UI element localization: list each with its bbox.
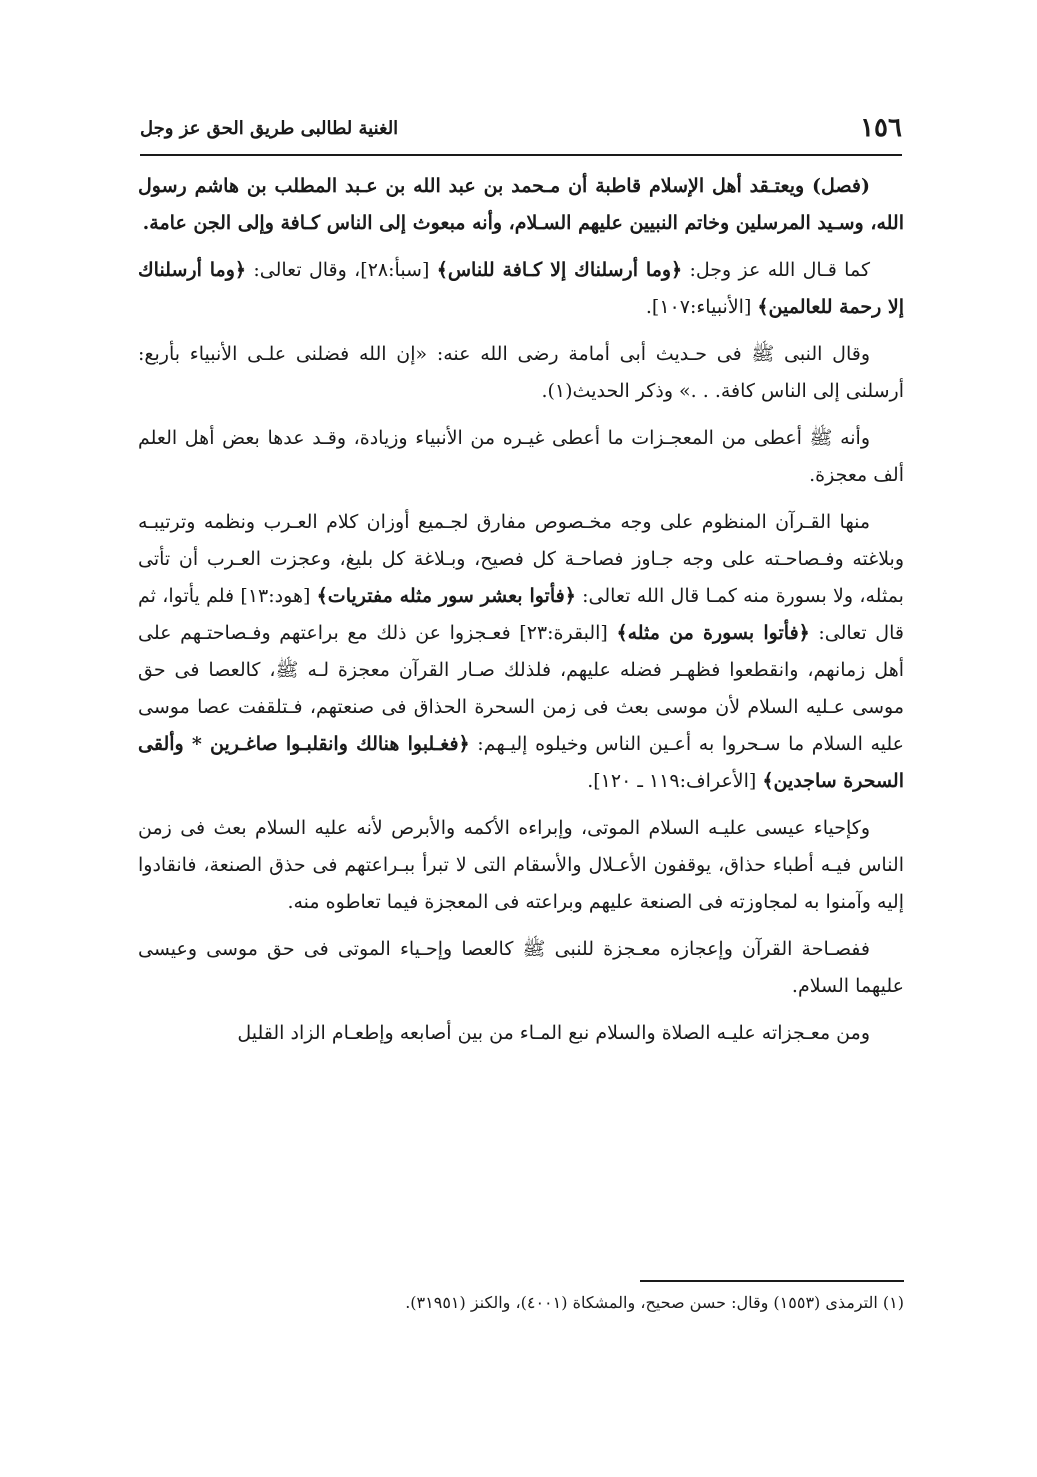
paragraph-text: وكإحياء عيسى عليـه السلام الموتى، وإبراءه الأكمه والأبرص لأنه عليه السلام بعث فى زمن الناس فيـه أطباء حذاق، يوقفون الأعـلال والأسقام التى لا تبرأ ببـراعتهم فى حذق الصنعة، فانقادوا إليه وآمنوا به لمجاوزته فى الصنعة عليهم وبراعته فى المعجزة فيما تعاطوه منه. (138, 817, 904, 913)
paragraph-6 (138, 810, 904, 921)
paragraph-text: (فصل) ويعتـقد أهل الإسلام قاطبة أن مـحمد بن عبد الله بن عـبد المطلب بن هاشم رسول الله، وسـيد المرسلين وخاتم النبيين عليهم السـلام، وأنه مبعوث إلى الناس كـافة وإلى الجن عامة. (138, 175, 904, 234)
paragraph-1 (138, 168, 904, 242)
paragraph-text: وقال النبى ﷺ فى حـديث أبى أمامة رضى الله عنه: «إن الله فضلنى علـى الأنبياء بأربع: أرسلنى إلى الناس كافة. . .» وذكر الحديث(١). (138, 343, 904, 402)
verse-reference: [الأنبياء:١٠٧]. (645, 296, 758, 318)
paragraph-text: [البقرة:٢٣] فعـجزوا عن ذلك مع براعتهم وفـصاحتـهم على أهل زمانهم، وانقطعوا فظهـر فضله عليهم، فلذلك صـار القرآن معجزة لـه ﷺ، كالعصا فى حق موسى عـليه السلام لأن موسى بعث فى زمن السحرة الحذاق فى صنعتهم، فـتلقفت عصا موسى عليه السلام ما سـحروا به أعـين الناس وخيلوه إليـهم: (138, 622, 905, 755)
paragraph-text: ومن معـجزاته عليـه الصلاة والسلام نبع المـاء من بين أصابعه وإطعـام الزاد القليل (237, 1022, 870, 1044)
footnote (138, 1288, 904, 1318)
header-divider (140, 154, 902, 156)
paragraph-text: وأنه ﷺ أعطى من المعجـزات ما أعطى غيـره من الأنبياء وزيادة، وقـد عدها بعض أهل العلم ألف معجزة. (138, 427, 904, 486)
paragraph-text: [هود:١٣] فلم يأتوا، ثم قال تعالى: (138, 585, 904, 644)
paragraph-text: منها القـرآن المنظوم على وجه مخـصوص مفارق لجـميع أوزان كلام العـرب ونظمه وترتيبـه وبلاغته وفـصاحـته على وجه جـاوز فصاحـة كل فصيح، وبـلاغة كل بليغ، وعجزت العـرب أن تأتى بمثله، ولا بسورة منه كمـا قال الله تعالى: (138, 511, 904, 607)
paragraph-text: كما قـال الله عز وجل: (682, 259, 870, 281)
paragraph-8 (138, 1015, 904, 1052)
running-title: الغنية لطالبى طريق الحق عز وجل (140, 117, 399, 139)
quran-quote: ﴿فغـلبوا هنالك وانقلبـوا صاغـرين * وألقى السحرة ساجدين﴾ (138, 733, 904, 792)
quran-quote: ﴿وما أرسلناك إلا كـافة للناس﴾ (436, 259, 683, 281)
quran-quote: ﴿وما أرسلناك إلا رحمة للعالمين﴾ (138, 259, 904, 318)
footnote-divider (640, 1280, 904, 1282)
page-header (140, 108, 902, 148)
verse-reference: [سبأ:٢٨]، وقال تعالى: (246, 259, 437, 281)
page-number: ١٥٦ (860, 113, 902, 143)
paragraph-4 (138, 420, 904, 494)
quran-quote: ﴿فأتوا بعشر سور مثله مفتريات﴾ (316, 585, 576, 607)
paragraph-3 (138, 336, 904, 410)
paragraph-7 (138, 931, 904, 1005)
verse-reference: [الأعراف:١١٩ ـ ١٢٠]. (587, 770, 763, 792)
paragraph-text: ففصـاحة القرآن وإعجازه معـجزة للنبى ﷺ كالعصا وإحـياء الموتى فى حق موسى وعيسى عليهما السلام. (138, 938, 904, 997)
paragraph-5 (138, 504, 904, 800)
paragraph-2 (138, 252, 904, 326)
footnote-text: (١) الترمذى (١٥٥٣) وقال: حسن صحيح، والمشكاة (٤٠٠١)، والكنز (٣١٩٥١). (405, 1293, 904, 1312)
body-text (138, 168, 904, 1062)
quran-quote: ﴿فأتوا بسورة من مثله﴾ (616, 622, 810, 644)
